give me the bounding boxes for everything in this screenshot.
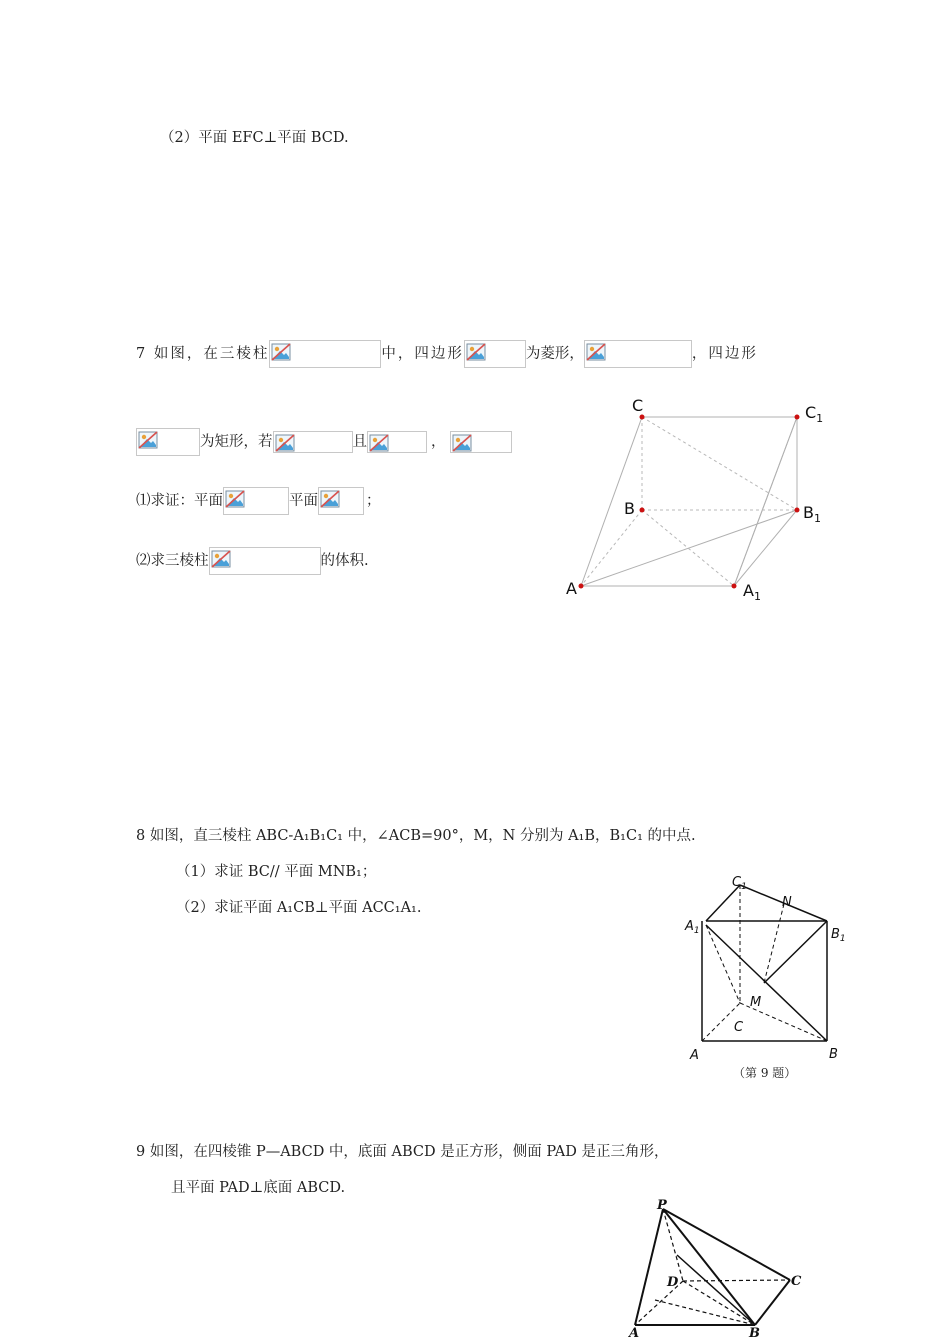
label-m: M (750, 995, 762, 1010)
point-c (640, 415, 645, 420)
hidden-c-b1 (642, 417, 797, 510)
point-c1 (795, 415, 800, 420)
q8-prism-figure (680, 870, 850, 1060)
q7-seg5: 为矩形，若 (200, 434, 273, 450)
label-c1-main: C (805, 403, 817, 422)
formula-image-prism2 (209, 547, 321, 575)
q6-part2: （2）平面 EFC⊥平面 BCD. (160, 130, 349, 146)
formula-image-plane2 (318, 487, 364, 515)
q7-seg6: 且 (352, 434, 367, 450)
label-b: B (624, 499, 635, 518)
q7-seg4: ，四边形 (691, 346, 758, 362)
label-c1 (732, 875, 747, 892)
q7-stem-line2 (136, 428, 512, 456)
q7-seg3: 为菱形， (525, 346, 584, 362)
point-b1 (795, 508, 800, 513)
label-a1-sub: 1 (753, 590, 761, 603)
q7-part2-b: 的体积. (320, 553, 369, 569)
broken-image-icon (320, 489, 340, 509)
label-a1-sub: 1 (693, 926, 700, 936)
q7-part1 (136, 487, 381, 515)
point-a1 (732, 584, 737, 589)
formula-image-cond2 (273, 431, 353, 453)
label-b: B (829, 1047, 838, 1060)
q9-pyramid-figure (625, 1195, 815, 1340)
label-b1-main: B (803, 503, 814, 522)
q7-stem-line1 (136, 340, 758, 368)
label-c1 (805, 403, 823, 425)
label-c: C (791, 1274, 802, 1289)
broken-image-icon (211, 549, 231, 569)
q7-seg2: 中，四边形 (381, 346, 464, 362)
edge-mid-b (677, 1255, 755, 1325)
q7-part1-b: 平面 (289, 493, 318, 509)
broken-image-icon (225, 489, 245, 509)
broken-image-icon (452, 433, 472, 453)
formula-image-cond1 (584, 340, 692, 368)
edge-b-c (755, 1280, 790, 1325)
label-c1-sub: 1 (741, 882, 747, 892)
label-a: A (566, 579, 577, 598)
label-d: D (667, 1275, 679, 1290)
formula-image-quad1 (464, 340, 526, 368)
edge-a1-b (706, 925, 827, 1041)
q7-part2 (136, 547, 369, 575)
label-b1 (831, 927, 846, 944)
hidden-b-a (581, 510, 642, 586)
label-c1-main: C (732, 875, 742, 890)
broken-image-icon (466, 342, 486, 362)
edge-a1-c1 (706, 885, 740, 921)
label-a1-main: A (743, 581, 754, 600)
hidden-n-m (764, 904, 784, 983)
label-c: C (632, 396, 644, 415)
edge-a-b1 (581, 510, 797, 586)
q7-prism-figure (560, 395, 850, 605)
label-a1 (684, 919, 700, 936)
broken-image-icon (271, 342, 291, 362)
label-b1-sub: 1 (839, 934, 846, 944)
edge-b1-m (764, 921, 827, 983)
formula-image-prism (269, 340, 381, 368)
hidden-d-c (683, 1280, 790, 1281)
label-a1-main: A (685, 919, 694, 934)
label-a: A (629, 1326, 640, 1340)
point-b (640, 508, 645, 513)
q7-seg7: ， (431, 434, 446, 450)
label-b1 (803, 503, 821, 525)
broken-image-icon (369, 433, 389, 453)
edge-a1-c1-diag (734, 417, 797, 586)
label-a1 (743, 581, 761, 603)
q9-stem: 9 如图，在四棱锥 P—ABCD 中，底面 ABCD 是正方形，侧面 PAD 是正三角形， (136, 1144, 669, 1160)
hidden-d-b (683, 1281, 755, 1325)
q9-stem2: 且平面 PAD⊥底面 ABCD. (171, 1180, 346, 1196)
q8-part1: （1）求证 BC// 平面 MNB₁； (176, 864, 377, 880)
edge-p-b (663, 1209, 755, 1325)
label-c1-sub: 1 (816, 412, 824, 425)
hidden-a1-c (706, 925, 740, 1003)
q7-seg1: 7 如图，在三棱柱 (136, 346, 270, 362)
edge-p-a (635, 1209, 663, 1325)
label-b1-main: B (831, 927, 840, 942)
q8-part2: （2）求证平面 A₁CB⊥平面 ACC₁A₁. (176, 900, 422, 916)
formula-image-quad2 (136, 428, 200, 456)
q8-figure-caption: （第 9 题） (733, 1066, 797, 1080)
q7-part1-c: ； (366, 493, 381, 509)
label-b: B (749, 1326, 760, 1340)
point-a (579, 584, 584, 589)
q7-part1-a: ⑴求证：平面 (136, 493, 223, 509)
label-b1-sub: 1 (813, 512, 821, 525)
label-a: A (690, 1048, 699, 1060)
edge-p-c (663, 1209, 790, 1280)
broken-image-icon (275, 433, 295, 453)
q7-part2-a: ⑵求三棱柱 (136, 553, 209, 569)
formula-image-cond4 (450, 431, 512, 453)
broken-image-icon (586, 342, 606, 362)
hidden-p-d (663, 1209, 683, 1281)
label-n: N (782, 895, 792, 910)
formula-image-plane1 (223, 487, 289, 515)
broken-image-icon (138, 430, 158, 450)
formula-image-cond3 (367, 431, 427, 453)
label-p: P (657, 1198, 667, 1213)
q8-stem: 8 如图，直三棱柱 ABC-A₁B₁C₁ 中，∠ACB=90°，M，N 分别为 A₁B，B₁C₁ 的中点. (136, 828, 696, 844)
label-c: C (734, 1020, 744, 1035)
